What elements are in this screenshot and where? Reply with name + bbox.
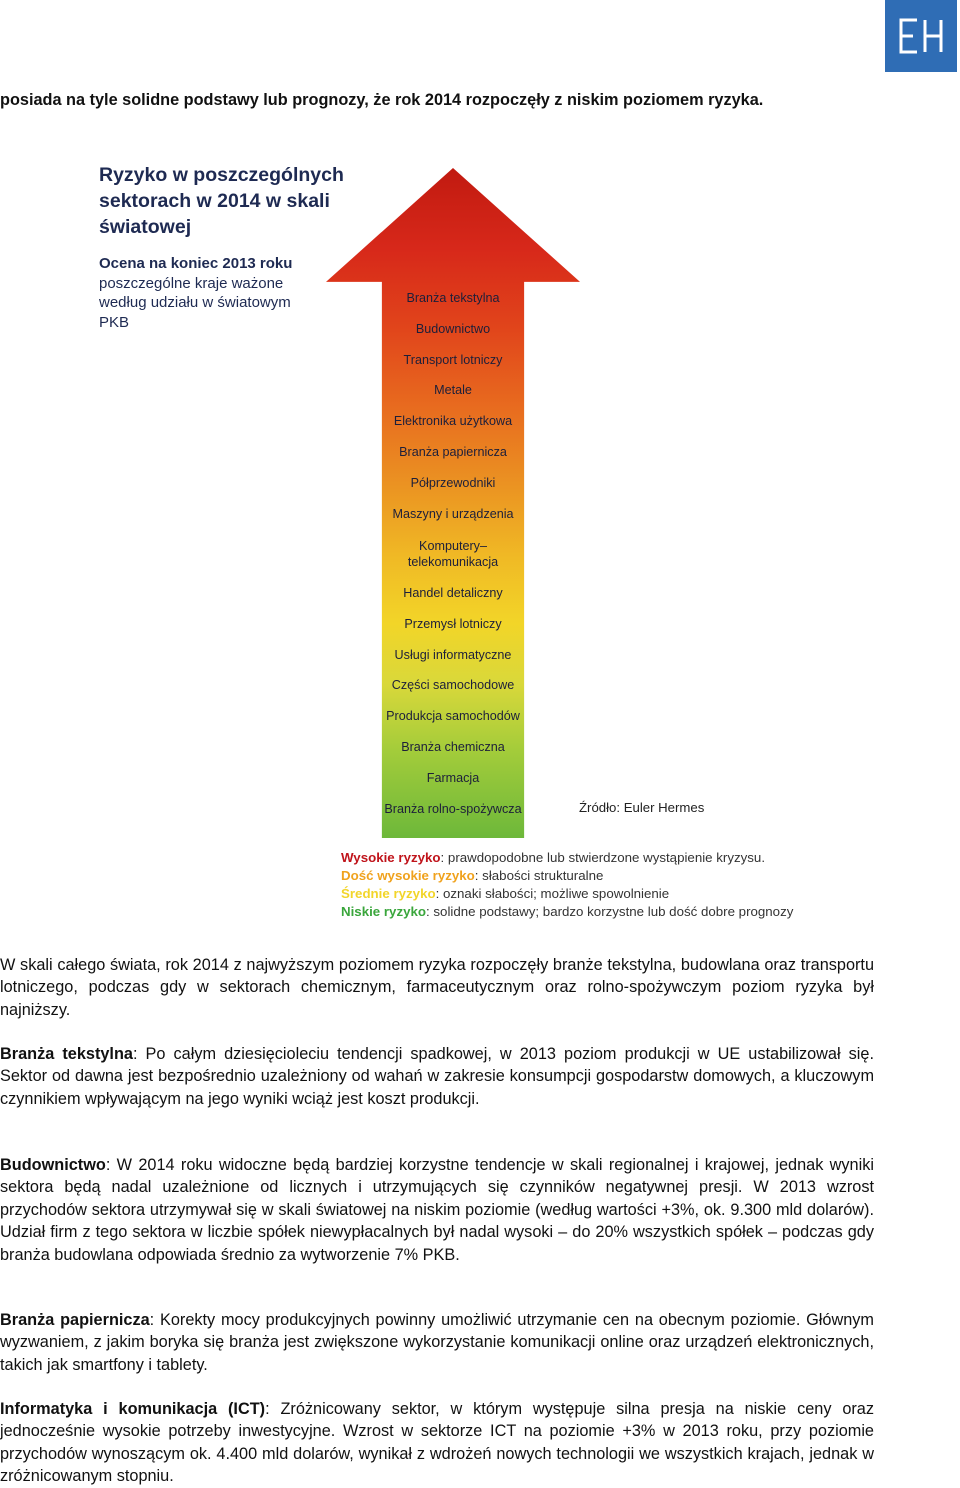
figure-subtitle [99, 254, 299, 332]
figure-source: Źródło: Euler Hermes [579, 800, 705, 815]
legend-text: : prawdopodobne lub stwierdzone wystąpienie kryzysu. [440, 850, 766, 865]
eh-logo [885, 0, 957, 72]
figure-subtitle-bold: Ocena na koniec 2013 roku [99, 255, 293, 272]
paragraph-heading: Budownictwo [0, 1156, 106, 1174]
paragraph-ict [0, 1398, 874, 1488]
sector-label: Metale [434, 383, 472, 397]
sector-label: Branża rolno-spożywcza [384, 802, 522, 816]
legend-text: : solidne podstawy; bardzo korzystne lub dość dobre prognozy [426, 904, 794, 919]
legend-row-high [341, 849, 901, 867]
sector-label: Usługi informatyczne [394, 648, 512, 662]
sector-label: Części samochodowe [391, 678, 515, 692]
sector-label: Handel detaliczny [403, 586, 503, 600]
legend-row-low [341, 903, 901, 921]
legend-text: : słabości strukturalne [474, 868, 604, 883]
risk-arrow-shape [326, 168, 580, 838]
sector-label: Elektronika użytkowa [393, 414, 513, 428]
legend-row-medium [341, 885, 901, 903]
legend-key: Wysokie ryzyko [341, 850, 441, 865]
sector-label: Przemysł lotniczy [404, 617, 502, 631]
legend-key: Średnie ryzyko [341, 886, 436, 901]
sector-label: Produkcja samochodów [386, 709, 520, 723]
figure-title: Ryzyko w poszczególnych sektorach w 2014 w skali światowej [99, 164, 344, 238]
figure-subtitle-text: poszczególne kraje ważone według udziału w światowym PKB [99, 274, 291, 331]
sector-label: Farmacja [426, 771, 480, 785]
legend-text: : oznaki słabości; możliwe spowolnienie [435, 886, 670, 901]
eh-logo-icon [895, 16, 947, 56]
risk-legend [341, 849, 901, 921]
paragraph-overview: W skali całego świata, rok 2014 z najwyższym poziomem ryzyka rozpoczęły branże tekstylna, budowlana oraz transportu lotniczego, podczas gdy w sektorach chemicznym, farmaceutycznym oraz rolno-spożywczym poziom ryzyka był najniższy. [0, 956, 874, 1019]
paragraph-construction [0, 1154, 874, 1266]
sector-label: Budownictwo [415, 322, 491, 336]
paragraph-paper [0, 1309, 874, 1376]
legend-key: Niskie ryzyko [341, 904, 427, 919]
risk-arrow [326, 168, 580, 838]
legend-row-fairly-high [341, 867, 901, 885]
sector-label: Transport lotniczy [403, 353, 503, 367]
risk-figure [96, 158, 736, 838]
sector-label: Półprzewodniki [410, 476, 496, 490]
intro-text: posiada na tyle solidne podstawy lub prognozy, że rok 2014 rozpoczęły z niskim poziomem ryzyka. [0, 91, 764, 109]
legend-key: Dość wysokie ryzyko [341, 868, 475, 883]
paragraph-textile [0, 1043, 874, 1110]
sector-label: Branża papiernicza [399, 445, 507, 459]
paragraph-body: : Korekty mocy produkcyjnych powinny umożliwić utrzymanie cen na obecnym poziomie. Głównym wyzwaniem, z jakim boryka się branża jest zwiększone wykorzystanie komunikacji online oraz urządzeń elektronicznych, takich jak smartfony i tablety. [0, 1311, 874, 1374]
paragraph-heading: Informatyka i komunikacja (ICT) [0, 1400, 266, 1418]
paragraph-heading: Branża papiernicza [0, 1311, 150, 1329]
sector-label: Branża chemiczna [401, 740, 505, 754]
paragraph-body: : Po całym dziesięcioleciu tendencji spadkowej, w 2013 poziom produkcji w UE ustabilizował się. Sektor od dawna jest bezpośrednio uzależniony od wahań w zakresie konsumpcji gospodarstw domowych, a kluczowym czynnikiem wpływającym na jego wyniki wciąż jest koszt produkcji. [0, 1045, 875, 1108]
paragraph-heading: Branża tekstylna [0, 1045, 133, 1063]
sector-label: Branża tekstylna [406, 291, 500, 305]
sector-label: Komputery–telekomunikacja [407, 539, 499, 569]
paragraph-body: : Zróżnicowany sektor, w którym występuje silna presja na niskie ceny oraz jednocześnie wysokie potrzeby inwestycyjne. Wzrost w sektorze ICT na poziomie +3% w 2013 roku, przy poziomie przychodów wynoszącym ok. 4.400 mld dolarów, wynikał z wdrożeń nowych technologii we wszystkich krajach, jednak w zróżnicowanym stopniu. [0, 1400, 874, 1486]
paragraph-body: : W 2014 roku widoczne będą bardziej korzystne tendencje w skali regionalnej i krajowej, jednak wyniki sektora będą nadal uzależnione od licznych i utrzymujących się czynników negatywnej presji. W 2013 wzrost przychodów sektora utrzymywał się w skali światowej na niskim poziomie (według wartości +3%, ok. 9.300 mld dolarów). Udział firm z tego sektora w liczbie spółek niewypłacalnych był nadal wysoki – do 20% wszystkich spółek – podczas gdy branża budowlana odpowiada średnio za wytworzenie 7% PKB. [0, 1156, 874, 1264]
sector-label: Maszyny i urządzenia [392, 507, 514, 521]
